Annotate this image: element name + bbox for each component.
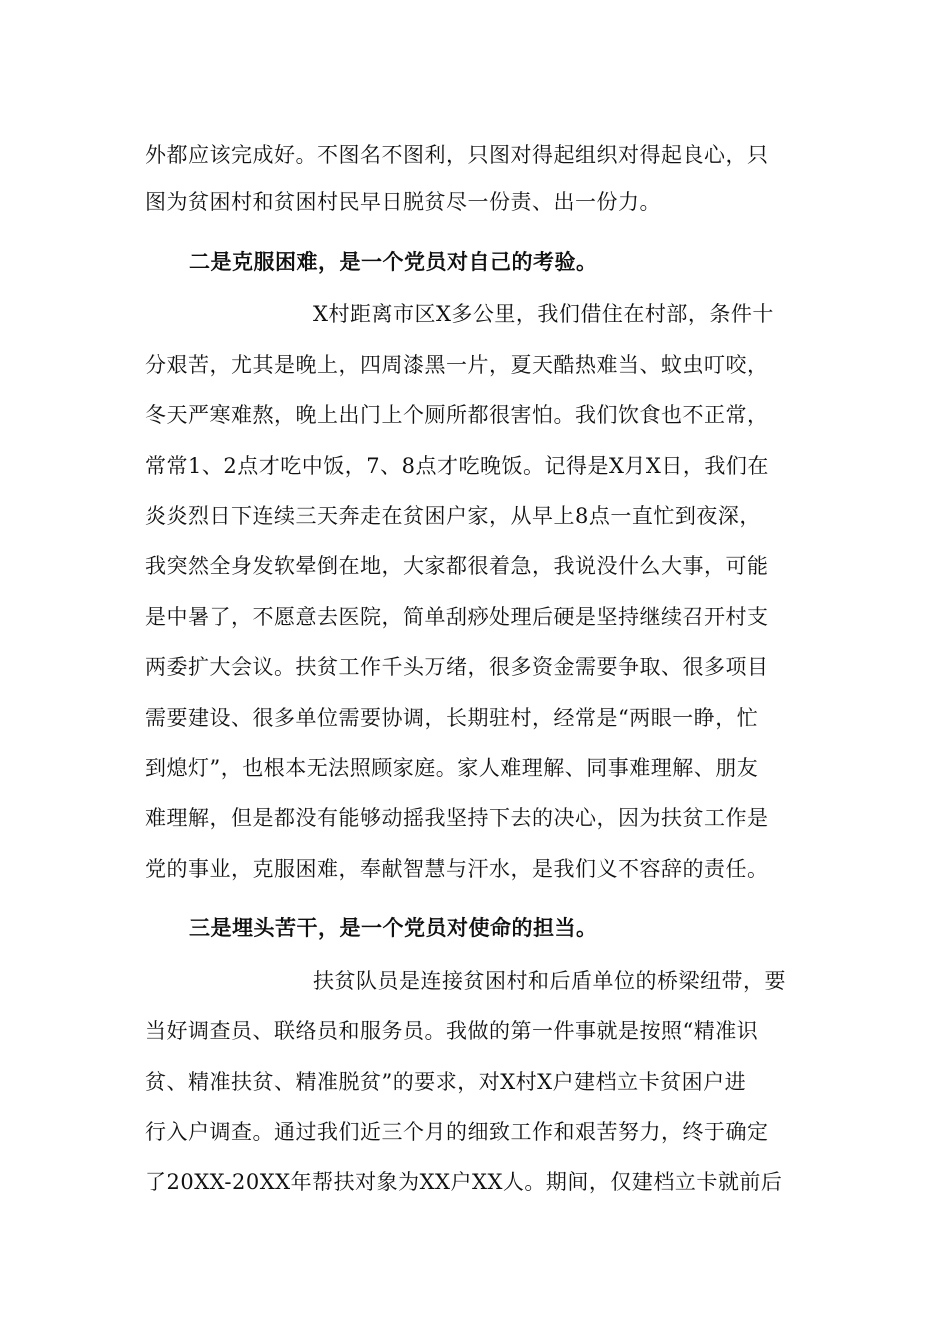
- paragraph-line: 贫、精准扶贫、精准脱贫”的要求，对X村X户建档立卡贫困户进: [145, 1070, 747, 1094]
- paragraph-line: 图为贫困村和贫困村民早日脱贫尽一份责、出一份力。: [145, 190, 661, 214]
- paragraph-line: 分艰苦，尤其是晚上，四周漆黑一片，夏天酷热难当、蚊虫叮咬，: [145, 353, 769, 377]
- paragraph-line: X村距离市区X多公里，我们借住在村部，条件十: [313, 302, 774, 326]
- paragraph-line: 扶贫队员是连接贫困村和后盾单位的桥梁纽带，要: [313, 969, 786, 993]
- paragraph-line: 两委扩大会议。扶贫工作千头万绪，很多资金需要争取、很多项目: [145, 655, 769, 679]
- paragraph-line: 是中暑了，不愿意去医院，简单刮痧处理后硬是坚持继续召开村支: [145, 605, 769, 629]
- section-heading-3: 三是埋头苦干，是一个党员对使命的担当。: [189, 916, 598, 940]
- paragraph-line: 了20XX-20XX年帮扶对象为XX户XX人。期间，仅建档立卡就前后: [145, 1170, 783, 1194]
- paragraph-line: 炎炎烈日下连续三天奔走在贫困户家，从早上8点一直忙到夜深，: [145, 504, 761, 528]
- paragraph-line: 难理解，但是都没有能够动摇我坚持下去的决心，因为扶贫工作是: [145, 806, 769, 830]
- paragraph-line: 当好调查员、联络员和服务员。我做的第一件事就是按照“精准识: [145, 1019, 759, 1043]
- paragraph-line: 到熄灯”，也根本无法照顾家庭。家人难理解、同事难理解、朋友: [145, 756, 759, 780]
- paragraph-line: 党的事业，克服困难，奉献智慧与汗水，是我们义不容辞的责任。: [145, 857, 769, 881]
- paragraph-line: 常常1、2点才吃中饭，7、8点才吃晚饭。记得是X月X日，我们在: [145, 454, 769, 478]
- paragraph-line: 冬天严寒难熬，晚上出门上个厕所都很害怕。我们饮食也不正常，: [145, 403, 769, 427]
- paragraph-line: 行入户调查。通过我们近三个月的细致工作和艰苦努力，终于确定: [145, 1120, 769, 1144]
- section-heading-2: 二是克服困难，是一个党员对自己的考验。: [189, 250, 598, 274]
- paragraph-line: 我突然全身发软晕倒在地，大家都很着急，我说没什么大事，可能: [145, 554, 769, 578]
- paragraph-line: 需要建设、很多单位需要协调，长期驻村，经常是“两眼一睁，忙: [145, 706, 759, 730]
- paragraph-line: 外都应该完成好。不图名不图利，只图对得起组织对得起良心，只: [145, 143, 769, 167]
